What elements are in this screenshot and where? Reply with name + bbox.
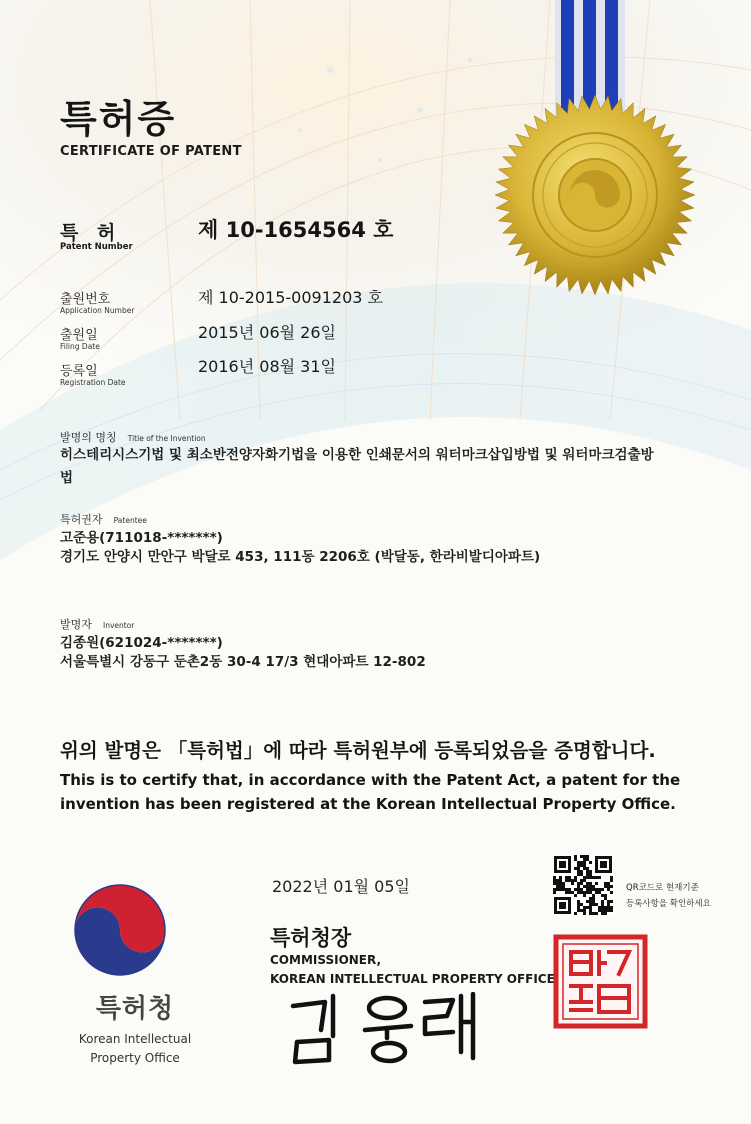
kipo-logo-icon <box>70 880 170 980</box>
qr-module <box>604 885 607 888</box>
qr-module <box>556 885 559 888</box>
invention-title-line1: 히스테리시스기법 및 최소반전양자화기법을 이용한 인쇄문서의 워터마크삽입방법 및 워터마크검출방 <box>60 447 654 463</box>
qr-module <box>598 888 601 891</box>
qr-module <box>598 909 601 912</box>
kipo-logo-text-en <box>40 1030 230 1068</box>
qr-module <box>586 888 589 891</box>
qr-module <box>598 891 601 894</box>
qr-module <box>595 882 598 885</box>
qr-module <box>580 864 583 867</box>
qr-module <box>559 882 562 885</box>
kipo-logo-text: 특허청 <box>95 994 175 1024</box>
qr-module <box>559 888 562 891</box>
qr-module <box>601 906 604 909</box>
qr-module <box>583 864 586 867</box>
qr-module <box>610 885 613 888</box>
qr-module <box>604 897 607 900</box>
invention-label: 발명의 명칭 <box>60 431 117 444</box>
qr-module <box>589 897 592 900</box>
qr-module <box>607 888 610 891</box>
qr-module <box>604 909 607 912</box>
qr-module <box>562 885 565 888</box>
official-red-seal <box>553 934 648 1029</box>
registration-date-value: 2016년 08월 31일 <box>198 357 336 376</box>
qr-module <box>565 888 568 891</box>
qr-module <box>553 879 556 882</box>
filing-date-label-en: Filing Date <box>60 342 100 351</box>
qr-module <box>595 888 598 891</box>
qr-module <box>556 888 559 891</box>
statement-en-line2: invention has been registered at the Korean Intellectual Property Office. <box>60 795 676 813</box>
patentee-address: 경기도 안양시 만안구 박달로 453, 111동 2206호 (박달동, 한라비발디아파트) <box>60 549 541 565</box>
qr-module <box>553 888 556 891</box>
qr-module <box>604 906 607 909</box>
qr-module <box>574 894 577 897</box>
qr-module <box>601 912 604 915</box>
qr-module <box>583 906 586 909</box>
qr-module <box>574 855 577 858</box>
qr-module <box>583 909 586 912</box>
qr-module <box>592 897 595 900</box>
qr-module <box>592 894 595 897</box>
qr-module <box>589 882 592 885</box>
commissioner-title: 특허청장 <box>270 926 352 950</box>
qr-module <box>580 879 583 882</box>
qr-module <box>571 882 574 885</box>
registration-date-label: 등록일 <box>60 364 98 379</box>
qr-module <box>595 903 598 906</box>
qr-module <box>565 879 568 882</box>
qr-module <box>571 891 574 894</box>
qr-module <box>583 858 586 861</box>
certificate-title: 특허증 <box>60 97 177 141</box>
qr-module <box>589 909 592 912</box>
qr-module <box>568 888 571 891</box>
qr-module <box>610 879 613 882</box>
qr-module <box>586 882 589 885</box>
qr-module <box>556 882 559 885</box>
qr-module <box>568 876 571 879</box>
qr-module <box>586 900 589 903</box>
qr-module <box>577 909 580 912</box>
qr-module <box>556 879 559 882</box>
qr-module <box>586 858 589 861</box>
patent-number-value: 제 10-1654564 호 <box>198 218 394 242</box>
qr-module <box>607 900 610 903</box>
qr-module <box>595 876 598 879</box>
qr-module <box>604 912 607 915</box>
patent-number-label: 특 허 <box>60 222 122 244</box>
qr-module <box>571 879 574 882</box>
application-number-label-en: Application Number <box>60 306 135 315</box>
qr-module <box>577 864 580 867</box>
qr-module <box>589 900 592 903</box>
qr-module <box>580 909 583 912</box>
qr-module <box>607 909 610 912</box>
qr-module <box>577 900 580 903</box>
qr-module <box>589 885 592 888</box>
qr-module <box>580 903 583 906</box>
registration-date-label-en: Registration Date <box>60 378 126 387</box>
inventor-address: 서울특별시 강동구 둔촌2동 30-4 17/3 현대아파트 12-802 <box>60 654 426 670</box>
qr-module <box>574 888 577 891</box>
inventor-label-en: Inventor <box>102 621 135 630</box>
qr-module <box>559 885 562 888</box>
qr-module <box>610 906 613 909</box>
qr-module <box>583 912 586 915</box>
qr-module <box>610 891 613 894</box>
qr-module <box>595 891 598 894</box>
application-number-label: 출원번호 <box>60 292 111 307</box>
qr-module <box>583 876 586 879</box>
qr-module <box>589 891 592 894</box>
qr-module <box>604 882 607 885</box>
qr-module <box>583 891 586 894</box>
qr-module <box>580 861 583 864</box>
qr-module <box>592 888 595 891</box>
qr-module <box>595 912 598 915</box>
qr-module <box>601 909 604 912</box>
qr-module <box>592 885 595 888</box>
qr-module <box>577 870 580 873</box>
qr-module <box>604 894 607 897</box>
qr-module <box>568 891 571 894</box>
filing-date-label: 출원일 <box>60 328 98 343</box>
qr-module <box>562 888 565 891</box>
qr-module <box>586 885 589 888</box>
qr-module <box>610 876 613 879</box>
qr-module <box>586 906 589 909</box>
qr-module <box>586 855 589 858</box>
qr-module <box>586 876 589 879</box>
qr-module <box>607 906 610 909</box>
qr-note-line2: 등록사항을 확인하세요 <box>626 899 711 909</box>
qr-module <box>592 900 595 903</box>
qr-module <box>589 912 592 915</box>
qr-module <box>586 873 589 876</box>
qr-module <box>580 870 583 873</box>
qr-module <box>583 879 586 882</box>
qr-module <box>568 879 571 882</box>
qr-module <box>592 903 595 906</box>
commissioner-signature <box>285 992 485 1072</box>
inventor-label-row <box>60 613 134 632</box>
qr-module <box>580 891 583 894</box>
commissioner-en-line1: COMMISSIONER, <box>270 953 382 967</box>
certification-statement-en <box>60 768 720 816</box>
statement-en-line1: This is to certify that, in accordance with the Patent Act, a patent for the <box>60 771 681 789</box>
qr-module <box>589 876 592 879</box>
issue-date: 2022년 01월 05일 <box>272 877 410 896</box>
qr-module <box>559 876 562 879</box>
qr-code[interactable] <box>553 855 613 915</box>
inventor-label: 발명자 <box>60 618 92 631</box>
qr-module <box>589 903 592 906</box>
commissioner-en-line2: KOREAN INTELLECTUAL PROPERTY OFFICE <box>270 972 555 986</box>
qr-module <box>580 855 583 858</box>
qr-module <box>577 867 580 870</box>
qr-module <box>583 894 586 897</box>
qr-module <box>583 855 586 858</box>
qr-module <box>589 870 592 873</box>
certification-statement-ko: 위의 발명은 「특허법」에 따라 특허원부에 등록되었음을 증명합니다. <box>60 739 656 762</box>
patentee-name: 고준용(711018-*******) <box>60 530 223 546</box>
qr-module <box>583 885 586 888</box>
qr-module <box>580 873 583 876</box>
qr-module <box>601 903 604 906</box>
patentee-label-row <box>60 508 147 527</box>
qr-module <box>577 882 580 885</box>
qr-module <box>592 912 595 915</box>
qr-module <box>589 861 592 864</box>
qr-module <box>598 876 601 879</box>
qr-module <box>589 888 592 891</box>
qr-module <box>574 867 577 870</box>
qr-module <box>586 867 589 870</box>
qr-module <box>577 861 580 864</box>
qr-module <box>574 858 577 861</box>
filing-date-value: 2015년 06월 26일 <box>198 323 336 342</box>
patentee-label-en: Patentee <box>113 516 147 525</box>
certificate-title-en: CERTIFICATE OF PATENT <box>60 144 242 159</box>
qr-module <box>583 867 586 870</box>
qr-module <box>589 873 592 876</box>
logo-en-line1: Korean Intellectual <box>78 1032 192 1046</box>
qr-module <box>577 885 580 888</box>
qr-module <box>580 882 583 885</box>
qr-module <box>559 879 562 882</box>
qr-module <box>574 879 577 882</box>
qr-module <box>586 870 589 873</box>
qr-module <box>583 861 586 864</box>
inventor-name: 김종원(621024-*******) <box>60 635 223 651</box>
qr-module <box>607 903 610 906</box>
commissioner-title-en <box>270 951 600 989</box>
qr-module <box>601 900 604 903</box>
gold-medal-seal <box>490 90 700 300</box>
qr-module <box>574 912 577 915</box>
qr-module <box>607 882 610 885</box>
qr-module <box>565 891 568 894</box>
qr-module <box>562 882 565 885</box>
logo-en-line2: Property Office <box>90 1051 180 1065</box>
qr-module <box>577 903 580 906</box>
qr-module <box>601 888 604 891</box>
application-number-value: 제 10-2015-0091203 호 <box>198 288 383 307</box>
qr-module <box>580 888 583 891</box>
qr-module <box>577 906 580 909</box>
qr-module <box>610 909 613 912</box>
qr-module <box>577 888 580 891</box>
qr-module <box>553 891 556 894</box>
qr-module <box>598 906 601 909</box>
invention-label-en: Title of the Invention <box>127 434 206 443</box>
qr-module <box>607 885 610 888</box>
qr-module <box>577 891 580 894</box>
qr-module <box>577 873 580 876</box>
patentee-label: 특허권자 <box>60 513 103 526</box>
qr-module <box>592 876 595 879</box>
qr-module <box>610 900 613 903</box>
qr-module <box>553 882 556 885</box>
qr-module <box>553 876 556 879</box>
invention-title-line2: 법 <box>60 470 74 486</box>
patent-number-label-en: Patent Number <box>60 242 133 252</box>
qr-module <box>574 876 577 879</box>
qr-note <box>626 880 742 912</box>
qr-module <box>589 906 592 909</box>
qr-module <box>601 894 604 897</box>
qr-module <box>565 876 568 879</box>
qr-note-line1: QR코드로 현재기준 <box>626 883 699 893</box>
qr-module <box>586 891 589 894</box>
